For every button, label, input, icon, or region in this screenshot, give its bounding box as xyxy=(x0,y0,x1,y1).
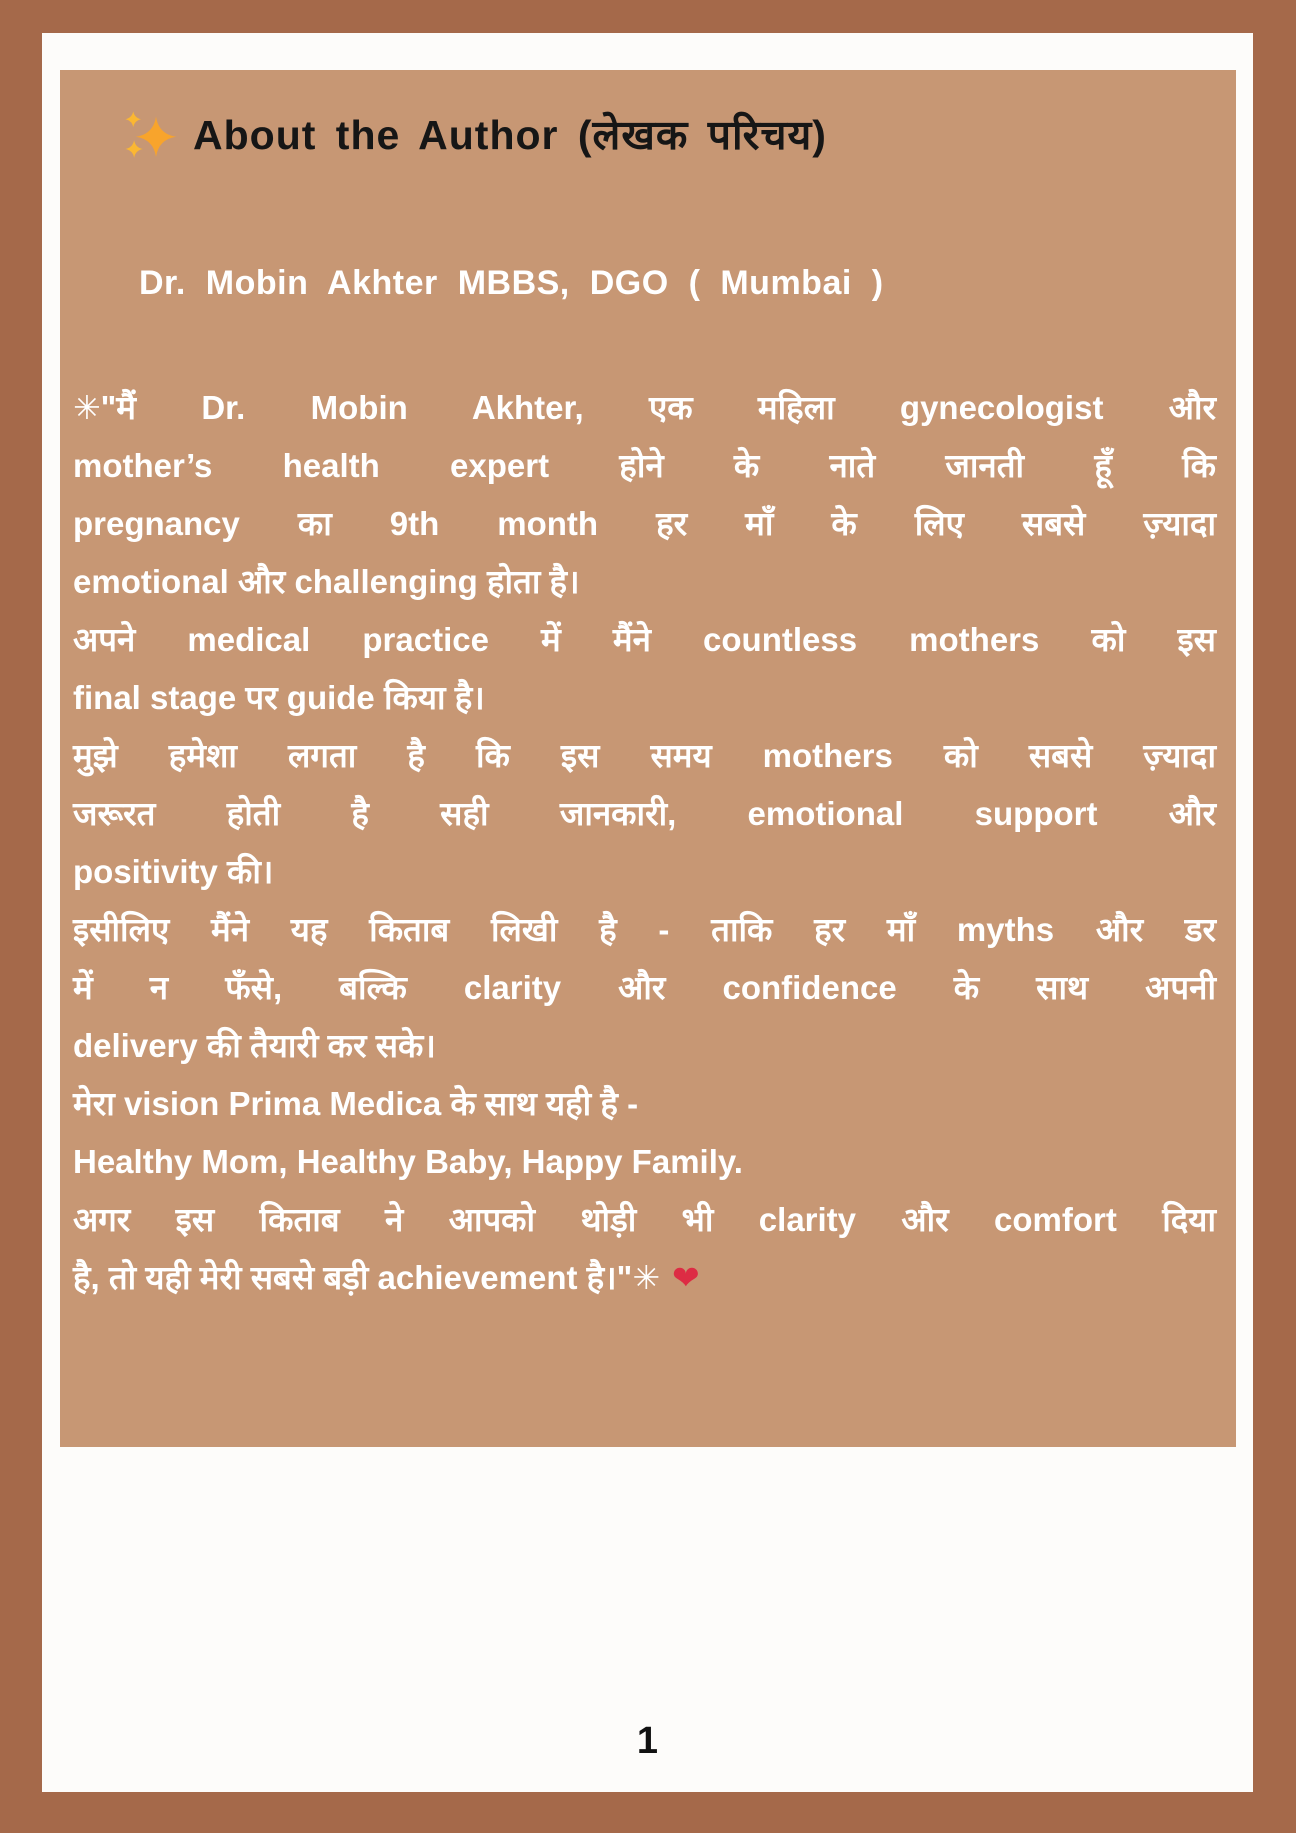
body-line: में न फँसे, बल्कि clarity और confidence के साथ अपनी xyxy=(73,969,1216,1006)
body-line xyxy=(73,1249,1216,1307)
author-bio xyxy=(73,379,1216,1307)
body-line: final stage पर guide किया है। xyxy=(73,679,485,716)
body-line: delivery की तैयारी कर सके। xyxy=(73,1027,436,1064)
body-line: Healthy Mom, Healthy Baby, Happy Family. xyxy=(73,1143,743,1180)
body-line: pregnancy का 9th month हर माँ के लिए सबसे ज़्यादा xyxy=(73,505,1216,542)
body-line: मुझे हमेशा लगता है कि इस समय mothers को सबसे ज़्यादा xyxy=(73,737,1216,774)
author-panel xyxy=(60,70,1236,1447)
heart-icon: ❤ xyxy=(671,1258,700,1297)
body-line: जरूरत होती है सही जानकारी, emotional support और xyxy=(73,795,1216,832)
body-line: ✳"मैं Dr. Mobin Akhter, एक महिला gynecologist और xyxy=(73,389,1216,426)
body-line: mother’s health expert होने के नाते जानती हूँ कि xyxy=(73,447,1216,484)
body-line: अपने medical practice में मैंने countless mothers को इस xyxy=(73,621,1216,658)
author-name: Dr. Mobin Akhter MBBS, DGO ( Mumbai ) xyxy=(139,264,884,302)
body-line: positivity की। xyxy=(73,853,274,890)
body-line: emotional और challenging होता है। xyxy=(73,563,580,600)
page-number: 1 xyxy=(636,1720,659,1762)
page-title: About the Author (लेखक परिचय) xyxy=(193,112,827,158)
body-line-text: है, तो यही मेरी सबसे बड़ी achievement है।"✳ xyxy=(73,1259,660,1296)
sparkles-icon xyxy=(121,107,177,163)
body-line: अगर इस किताब ने आपको थोड़ी भी clarity और comfort दिया xyxy=(73,1201,1216,1238)
body-line: इसीलिए मैंने यह किताब लिखी है - ताकि हर माँ myths और डर xyxy=(73,911,1216,948)
page-title-row xyxy=(73,107,1216,163)
body-line: मेरा vision Prima Medica के साथ यही है - xyxy=(73,1085,639,1122)
